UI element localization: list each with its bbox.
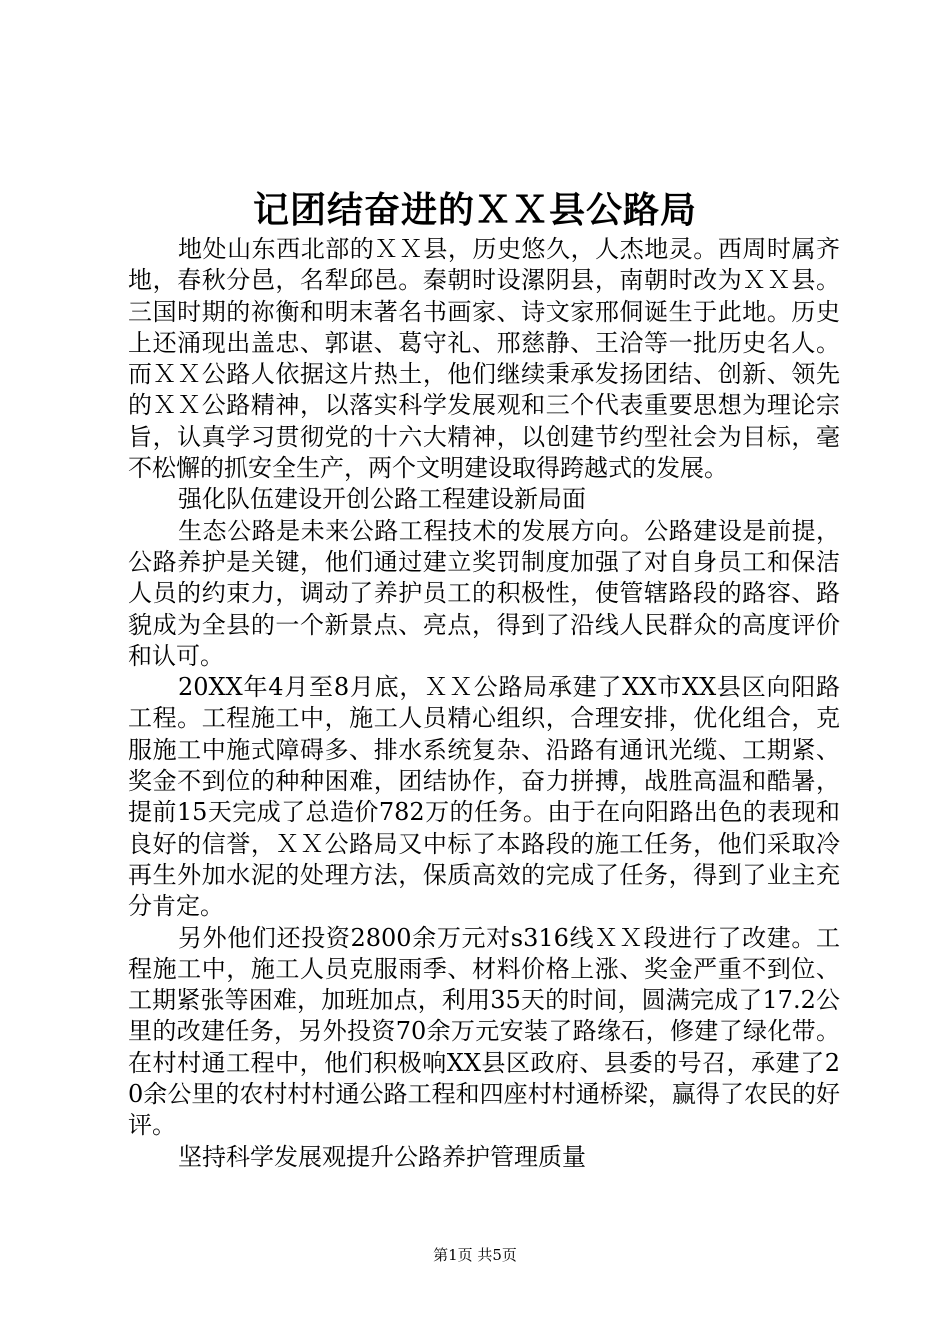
section-heading-maintenance: 坚持科学发展观提升公路养护管理质量 — [178, 1142, 586, 1171]
paragraph-xiangyang-road: 20XX年4月至8月底，ＸＸ公路局承建了XX市XX县区向阳路工程。工程施工中，施工人员精心组织，合理安排，优化组合，克服施工中施式障碍多、排水系统复杂、沿路有通讯光缆、工期紧、奖金不到位的种种困难，团结协作，奋力拼搏，战胜高温和酷暑，提前15天完成了总造价782万的任务。由于在向阳路出色的表现和良好的信誉，ＸＸ公路局又中标了本路段的施工任务，他们采取冷再生外加水泥的处理方法，保质高效的完成了任务，得到了业主充分肯定。 — [128, 673, 840, 921]
paragraph-s316-reconstruction: 另外他们还投资2800余万元对s316线ＸＸ段进行了改建。工程施工中，施工人员克服雨季、材料价格上涨、奖金严重不到位、工期紧张等困难，加班加点，利用35天的时间，圆满完成了17.2公里的改建任务，另外投资70余万元安装了路缘石，修建了绿化带。在村村通工程中，他们积极响XX县区政府、县委的号召，承建了20余公里的农村村村通公路工程和四座村村通桥梁，赢得了农民的好评。 — [128, 923, 840, 1140]
page-footer: 第1页 共5页 — [433, 1246, 517, 1264]
document-title: 记团结奋进的ＸＸ县公路局 — [252, 189, 697, 231]
document-body — [128, 234, 840, 1173]
paragraph-intro: 地处山东西北部的ＸＸ县，历史悠久，人杰地灵。西周时属齐地，春秋分邑，名犁邱邑。秦朝时设漯阴县，南朝时改为ＸＸ县。三国时期的祢衡和明末著名书画家、诗文家邢侗诞生于此地。历史上还涌现出盖忠、郭谌、葛守礼、邢慈静、王洽等一批历史名人。而ＸＸ公路人依据这片热土，他们继续秉承发扬团结、创新、领先的ＸＸ公路精神，以落实科学发展观和三个代表重要思想为理论宗旨，认真学习贯彻党的十六大精神，以创建节约型社会为目标，毫不松懈的抓安全生产，两个文明建设取得跨越式的发展。 — [128, 235, 840, 483]
paragraph-eco-road: 生态公路是未来公路工程技术的发展方向。公路建设是前提，公路养护是关键，他们通过建立奖罚制度加强了对自身员工和保洁人员的约束力，调动了养护员工的积极性，使管辖路段的路容、路貌成为全县的一个新景点、亮点，得到了沿线人民群众的高度评价和认可。 — [128, 516, 840, 670]
section-heading-team-building: 强化队伍建设开创公路工程建设新局面 — [178, 485, 586, 514]
